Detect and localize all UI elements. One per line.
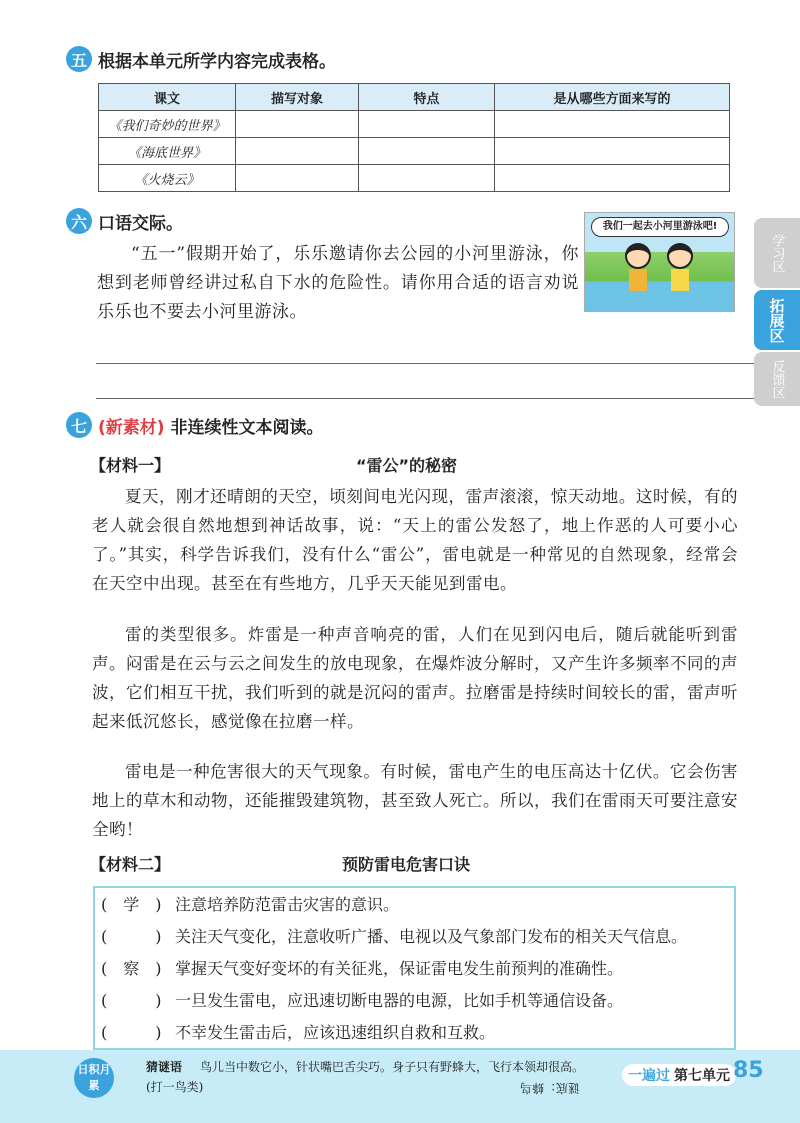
table-cell: 《海底世界》 xyxy=(99,138,236,165)
answer-line[interactable] xyxy=(96,363,762,364)
speech-bubble: 我们一起去小河里游泳吧! xyxy=(591,217,729,237)
table-row xyxy=(99,111,730,138)
rhyme-row xyxy=(101,956,623,979)
table-cell-blank[interactable] xyxy=(236,111,359,138)
section-title: 根据本单元所学内容完成表格。 xyxy=(98,51,336,72)
table-cell-blank[interactable] xyxy=(359,165,495,192)
rhyme-row xyxy=(101,1020,495,1043)
table-row xyxy=(99,138,730,165)
oral-prompt: “五一”假期开始了，乐乐邀请你去公园的小河里游泳，你想到老师曾经讲过私自下水的危险性。请你用合适的语言劝说乐乐也不要去小河里游泳。 xyxy=(97,244,579,322)
table-cell-blank[interactable] xyxy=(495,165,730,192)
section-badge: 七 xyxy=(66,412,92,438)
fill-blank[interactable]: ( 察 ) xyxy=(101,959,162,978)
section-badge: 六 xyxy=(66,208,92,234)
rhyme-row xyxy=(101,924,687,947)
rhyme-text: 一旦发生雷电，应迅速切断电器的电源，比如手机等通信设备。 xyxy=(175,991,624,1010)
paragraph: 雷的类型很多。炸雷是一种声音响亮的雷，人们在见到闪电后，随后就能听到雷声。闷雷是在云与云之间发生的放电现象，在爆炸波分解时，又产生许多频率不同的声波，它们相互干扰，我们听到的就是沉闷的雷声。拉磨雷是持续时间较长的雷，雷声听起来低沉悠长，感觉像在拉磨一样。 xyxy=(92,625,738,731)
riddle-text: 鸟儿当中数它小，针状嘴巴舌尖巧。身子只有野蜂大，飞行本领却很高。 xyxy=(200,1060,585,1074)
sidebar-tab-study[interactable]: 学习区 xyxy=(754,218,800,288)
paragraph: 夏天，刚才还晴朗的天空，顷刻间电光闪现，雷声滚滚，惊天动地。这时候，有的老人就会很自然地想到神话故事，说：“天上的雷公发怒了，地上作恶的人可要小心了。”其实，科学告诉我们，没有什么“雷公”，雷电就是一种常见的自然现象，经常会在天空中出现。甚至在有些地方，几乎天天能见到雷电。 xyxy=(92,487,738,593)
rhyme-text: 关注天气变化，注意收听广播、电视以及气象部门发布的相关天气信息。 xyxy=(175,927,688,946)
fill-blank[interactable]: ( ) xyxy=(101,991,162,1010)
section7-heading xyxy=(66,412,324,438)
rhyme-text: 不幸发生雷击后，应该迅速组织自救和互救。 xyxy=(175,1023,496,1042)
table-header: 特点 xyxy=(359,84,495,111)
table-header: 描写对象 xyxy=(236,84,359,111)
table-cell-blank[interactable] xyxy=(495,138,730,165)
fill-blank[interactable]: ( ) xyxy=(101,927,162,946)
table-header: 课文 xyxy=(99,84,236,111)
section-title: 口语交际。 xyxy=(98,213,183,234)
table-row xyxy=(99,165,730,192)
section5-heading xyxy=(66,46,336,72)
kid-figure xyxy=(667,243,695,303)
brand-name: 一遍过 xyxy=(628,1068,670,1084)
unit-name: 第七单元 xyxy=(674,1068,730,1084)
paragraph: 雷电是一种危害很大的天气现象。有时候，雷电产生的电压高达十亿伏。它会伤害地上的草木和动物，还能摧毁建筑物，甚至致人死亡。所以，我们在雷雨天可要注意安全哟！ xyxy=(92,762,738,839)
unit-badge xyxy=(622,1064,736,1086)
material-label: 【材料一】 xyxy=(90,456,171,475)
answer-line[interactable] xyxy=(96,398,762,399)
riddle-answer: 谜底：蜂鸟 xyxy=(520,1081,581,1095)
section-title: 非连续性文本阅读。 xyxy=(170,417,324,438)
kids-illustration xyxy=(584,212,735,312)
table-cell-blank[interactable] xyxy=(236,165,359,192)
rhyme-text: 注意培养防范雷击灾害的意识。 xyxy=(175,895,400,914)
table-cell-blank[interactable] xyxy=(236,138,359,165)
page-footer xyxy=(0,1050,800,1123)
fill-blank[interactable]: ( ) xyxy=(101,1023,162,1042)
summary-table xyxy=(98,83,730,192)
material-title: 预防雷电危害口诀 xyxy=(342,855,471,874)
table-cell-blank[interactable] xyxy=(359,138,495,165)
table-cell: 《火烧云》 xyxy=(99,165,236,192)
material-label: 【材料二】 xyxy=(90,855,171,874)
kid-figure xyxy=(625,243,653,303)
material-title: “雷公”的秘密 xyxy=(356,456,458,475)
table-cell: 《我们奇妙的世界》 xyxy=(99,111,236,138)
section6-heading xyxy=(66,208,183,234)
table-header: 是从哪些方面来写的 xyxy=(495,84,730,111)
fill-blank[interactable]: ( 学 ) xyxy=(101,895,162,914)
riddle-label: 猜谜语 xyxy=(146,1060,183,1074)
section-badge: 五 xyxy=(66,46,92,72)
rhyme-box xyxy=(93,886,736,1050)
page-number: 85 xyxy=(733,1058,764,1083)
table-cell-blank[interactable] xyxy=(359,111,495,138)
daily-logo: 日积月累 xyxy=(74,1058,114,1098)
new-material-tag: (新素材) xyxy=(98,417,165,438)
rhyme-text: 掌握天气变好变坏的有关征兆，保证雷电发生前预判的准确性。 xyxy=(175,959,624,978)
sidebar-tab-feedback[interactable]: 反馈区 xyxy=(754,352,800,406)
rhyme-row xyxy=(101,892,399,915)
rhyme-row xyxy=(101,988,623,1011)
table-cell-blank[interactable] xyxy=(495,111,730,138)
sidebar-tab-extend[interactable]: 拓展区 xyxy=(754,290,800,350)
riddle-hint: (打一鸟类) xyxy=(146,1080,204,1094)
